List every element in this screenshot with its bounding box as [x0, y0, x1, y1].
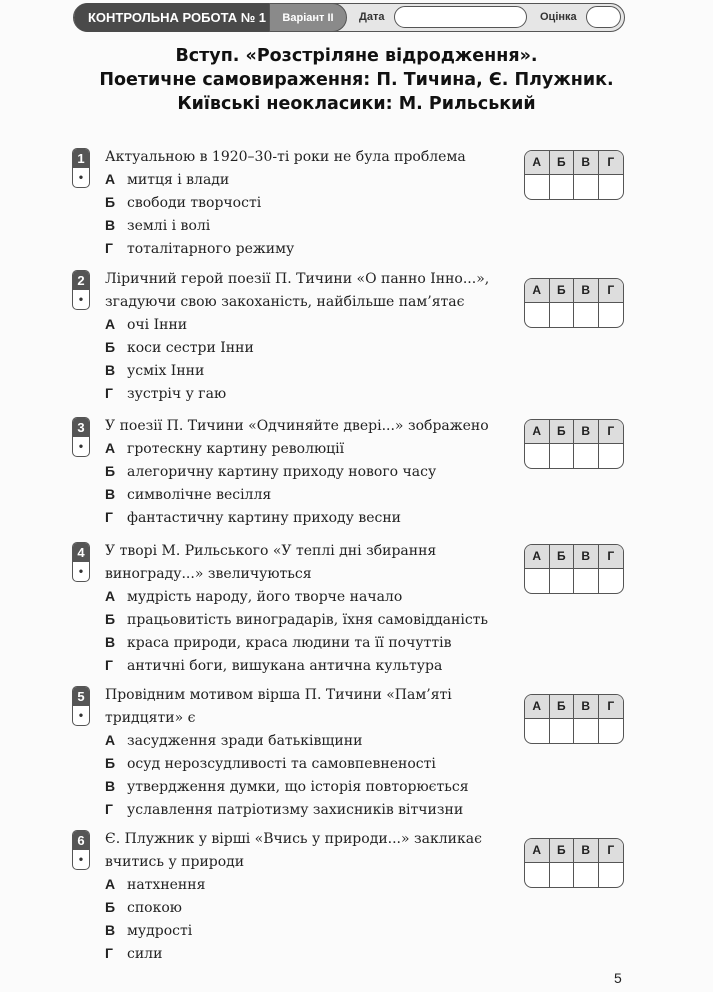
answer-grid-header: Г	[599, 420, 624, 444]
test-title: КОНТРОЛЬНА РОБОТА № 1	[74, 3, 284, 32]
answer-grid-header: Б	[550, 420, 575, 444]
title-line: Поетичне самовираження: П. Тичина, Є. Плужник.	[99, 70, 614, 90]
answer-cell[interactable]	[599, 175, 624, 199]
option-text: символічне весілля	[127, 487, 272, 503]
answer-cell[interactable]	[550, 719, 575, 743]
answer-grid-header: А	[525, 279, 550, 303]
option-text: осуд нерозсудливості та самовпевненості	[127, 756, 436, 772]
question-number: 2	[73, 271, 89, 290]
answer-grid-header: В	[574, 839, 599, 863]
bullet-icon: •	[78, 292, 84, 306]
date-label: Дата	[359, 11, 385, 23]
answer-option	[105, 337, 254, 360]
option-text: засудження зради батьківщини	[127, 733, 363, 749]
answer-grid-header: А	[525, 695, 550, 719]
grade-label: Оцінка	[540, 11, 577, 23]
question-number-badge	[72, 542, 90, 582]
question-stem: Провідним мотивом вірша П. Тичини «Пам’яті тридцяти» є	[105, 687, 452, 726]
option-letter: А	[105, 876, 116, 892]
answer-option	[105, 776, 469, 799]
option-text: усміх Інни	[127, 363, 205, 379]
option-letter: Б	[105, 463, 116, 479]
answer-option	[105, 655, 442, 678]
option-letter: В	[105, 922, 116, 938]
option-letter: Г	[105, 657, 113, 673]
answer-cell[interactable]	[550, 444, 575, 468]
option-letter: Г	[105, 385, 113, 401]
grade-field[interactable]	[586, 6, 621, 28]
answer-grid-header: Г	[599, 151, 624, 175]
option-letter: Б	[105, 755, 116, 771]
answer-option	[105, 438, 344, 461]
answer-cell[interactable]	[599, 303, 624, 327]
answer-grid-header: В	[574, 151, 599, 175]
option-text: гротескну картину революції	[127, 441, 345, 457]
answer-option	[105, 753, 436, 776]
question-number-badge	[72, 270, 90, 310]
option-text: митця і влади	[127, 172, 230, 188]
answer-option	[105, 874, 205, 897]
answer-cell[interactable]	[574, 863, 599, 887]
option-letter: В	[105, 486, 116, 502]
answer-cell[interactable]	[525, 569, 550, 593]
answer-cell[interactable]	[525, 175, 550, 199]
option-letter: А	[105, 440, 116, 456]
option-text: фантастичну картину приходу весни	[127, 510, 401, 526]
option-text: мудрості	[127, 923, 193, 939]
question-number: 1	[73, 149, 89, 168]
answer-grid-header: А	[525, 545, 550, 569]
title-line: Київські неокласики: М. Рильський	[177, 94, 536, 114]
answer-cell[interactable]	[550, 863, 575, 887]
question-number: 6	[73, 831, 89, 850]
question-number-badge	[72, 417, 90, 457]
option-letter: А	[105, 588, 116, 604]
answer-grid	[524, 150, 624, 200]
bullet-icon: •	[78, 564, 84, 578]
question-stem: У поезії П. Тичини «Одчиняйте двері...» зображено	[105, 418, 489, 434]
question-number-badge	[72, 148, 90, 188]
option-letter: А	[105, 316, 116, 332]
answer-option	[105, 484, 271, 507]
option-letter: А	[105, 171, 116, 187]
answer-cell[interactable]	[599, 444, 624, 468]
answer-grid	[524, 838, 624, 888]
answer-cell[interactable]	[525, 863, 550, 887]
answer-option	[105, 632, 451, 655]
answer-cell[interactable]	[550, 569, 575, 593]
option-letter: Г	[105, 240, 113, 256]
answer-option	[105, 943, 162, 966]
answer-option	[105, 360, 204, 383]
bullet-icon: •	[78, 708, 84, 722]
answer-grid-header: Б	[550, 695, 575, 719]
answer-cell[interactable]	[550, 175, 575, 199]
answer-grid-header: Б	[550, 151, 575, 175]
answer-grid-header: В	[574, 279, 599, 303]
answer-cell[interactable]	[599, 719, 624, 743]
answer-cell[interactable]	[599, 863, 624, 887]
answer-grid-header: Б	[550, 279, 575, 303]
option-text: мудрість народу, його творче начало	[127, 589, 403, 605]
question-stem: Ліричний герой поезії П. Тичини «О панно Інно...», згадуючи свою закоханість, найбільше пам’ятає	[105, 271, 490, 310]
option-letter: Б	[105, 611, 116, 627]
option-text: алегоричну картину приходу нового часу	[127, 464, 437, 480]
answer-cell[interactable]	[574, 175, 599, 199]
option-text: тоталітарного режиму	[127, 241, 295, 257]
answer-grid-header: Г	[599, 279, 624, 303]
option-letter: В	[105, 217, 116, 233]
answer-grid	[524, 278, 624, 328]
bullet-icon: •	[78, 439, 84, 453]
question-stem: Актуальною в 1920–30-ті роки не була проблема	[105, 149, 466, 165]
option-letter: В	[105, 362, 116, 378]
question-number: 4	[73, 543, 89, 562]
answer-grid-header: В	[574, 695, 599, 719]
answer-grid-header: А	[525, 151, 550, 175]
option-text: очі Інни	[127, 317, 188, 333]
option-text: коси сестри Інни	[127, 340, 254, 356]
option-letter: В	[105, 634, 116, 650]
answer-cell[interactable]	[574, 444, 599, 468]
option-text: землі і волі	[127, 218, 211, 234]
answer-option	[105, 799, 463, 822]
answer-grid-header: В	[574, 420, 599, 444]
answer-option	[105, 609, 488, 632]
answer-grid-header: Б	[550, 839, 575, 863]
option-text: зустріч у гаю	[127, 386, 227, 402]
option-text: натхнення	[127, 877, 206, 893]
answer-grid	[524, 419, 624, 469]
option-letter: В	[105, 778, 116, 794]
question-number: 5	[73, 687, 89, 706]
answer-option	[105, 920, 192, 943]
answer-cell[interactable]	[574, 303, 599, 327]
option-text: уславлення патріотизму захисників вітчизни	[127, 802, 464, 818]
question-number: 3	[73, 418, 89, 437]
option-letter: Б	[105, 899, 116, 915]
answer-option	[105, 215, 210, 238]
page-title	[0, 44, 713, 116]
option-letter: Г	[105, 509, 113, 525]
answer-option	[105, 238, 294, 261]
option-text: свободи творчості	[127, 195, 262, 211]
answer-option	[105, 383, 226, 406]
answer-cell[interactable]	[525, 719, 550, 743]
answer-cell[interactable]	[574, 719, 599, 743]
answer-option	[105, 192, 261, 215]
question-number-badge	[72, 686, 90, 726]
answer-option	[105, 461, 436, 484]
option-letter: А	[105, 732, 116, 748]
answer-grid-header: Б	[550, 545, 575, 569]
answer-grid-header: Г	[599, 545, 624, 569]
bullet-icon: •	[78, 170, 84, 184]
answer-option	[105, 314, 187, 337]
option-text: спокою	[127, 900, 182, 916]
answer-option	[105, 730, 362, 753]
bullet-icon: •	[78, 852, 84, 866]
option-letter: Б	[105, 194, 116, 210]
answer-cell[interactable]	[550, 303, 575, 327]
page-number: 5	[614, 970, 622, 986]
option-letter: Г	[105, 801, 113, 817]
option-letter: Г	[105, 945, 113, 961]
answer-cell[interactable]	[525, 303, 550, 327]
question-stem: Є. Плужник у вірші «Вчись у природи...» закликає вчитись у природи	[105, 831, 482, 870]
option-text: античні боги, вишукана антична культура	[127, 658, 443, 674]
option-text: працьовитість виноградарів, їхня самовідданість	[127, 612, 489, 628]
answer-grid-header: Г	[599, 695, 624, 719]
title-line: Вступ. «Розстріляне відродження».	[175, 46, 538, 66]
answer-cell[interactable]	[525, 444, 550, 468]
answer-cell[interactable]	[574, 569, 599, 593]
answer-option	[105, 169, 229, 192]
answer-cell[interactable]	[599, 569, 624, 593]
date-field[interactable]	[394, 6, 527, 28]
option-text: утвердження думки, що історія повторюється	[127, 779, 469, 795]
answer-option	[105, 507, 401, 530]
question-stem: У творі М. Рильського «У теплі дні збирання винограду...» звеличуються	[105, 543, 437, 582]
question-number-badge	[72, 830, 90, 870]
answer-grid-header: А	[525, 420, 550, 444]
answer-option	[105, 897, 182, 920]
answer-grid	[524, 694, 624, 744]
answer-grid-header: Г	[599, 839, 624, 863]
test-header	[73, 3, 625, 32]
answer-grid	[524, 544, 624, 594]
option-letter: Б	[105, 339, 116, 355]
option-text: краса природи, краса людини та її почуттів	[127, 635, 452, 651]
answer-option	[105, 586, 402, 609]
variant-label: Варіант II	[269, 3, 347, 32]
answer-grid-header: В	[574, 545, 599, 569]
answer-grid-header: А	[525, 839, 550, 863]
option-text: сили	[127, 946, 163, 962]
